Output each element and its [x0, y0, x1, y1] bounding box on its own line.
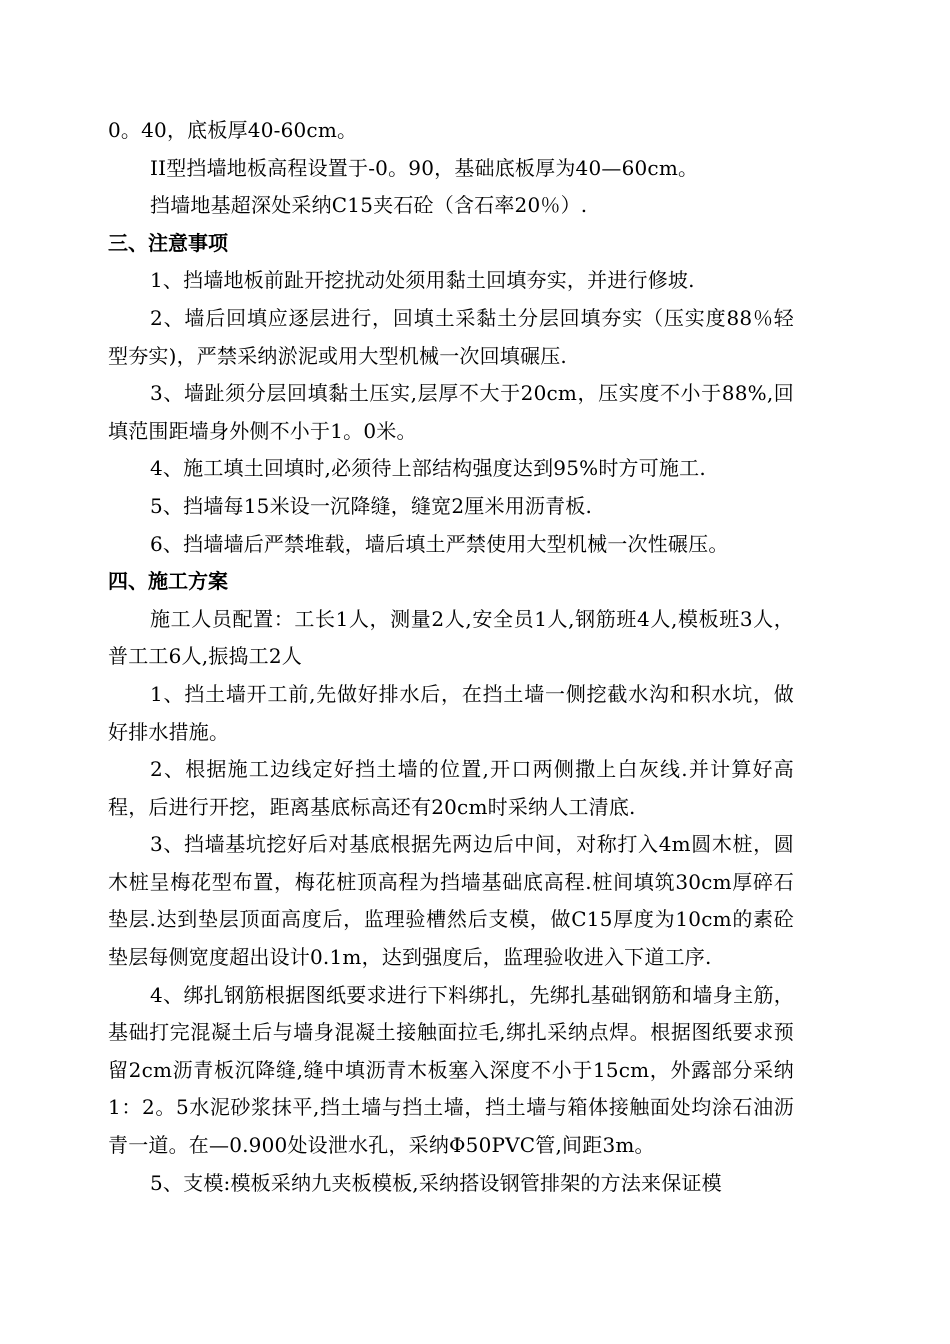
section-heading: 三、注意事项 — [108, 230, 228, 255]
body-paragraph: II型挡墙地板高程设置于-0。90，基础底板厚为40—60cm。 — [150, 155, 699, 180]
body-paragraph: 5、支模:模板采纳九夹板模板,采纳搭设钢管排架的方法来保证模 — [150, 1170, 722, 1195]
body-paragraph: 施工人员配置：工长1人，测量2人,安全员1人,钢筋班4人,模板班3人，普工工6人,振捣工2人 — [108, 606, 794, 669]
body-paragraph: 1、挡墙地板前趾开挖扰动处须用黏土回填夯实，并进行修坡. — [150, 268, 695, 293]
body-paragraph: 4、施工填土回填时,必须待上部结构强度达到95%时方可施工. — [150, 456, 706, 481]
body-paragraph: 3、挡墙基坑挖好后对基底根据先两边后中间，对称打入4m圆木桩，圆木桩呈梅花型布置，梅花桩顶高程为挡墙基础底高程.桩间填筑30cm厚碎石垫层.达到垫层顶面高度后，监理验槽然后支模，做C15厚度为10cm的素砼垫层每侧宽度超出设计0.1m，达到强度后，监理验收进入下道工序. — [108, 832, 794, 970]
body-paragraph: 5、挡墙每15米设一沉降缝，缝宽2厘米用沥青板. — [150, 493, 593, 518]
body-paragraph: 挡墙地基超深处采纳C15夹石砼（含石率20％）. — [150, 193, 588, 218]
document-page — [108, 112, 794, 1202]
section-heading: 四、施工方案 — [108, 569, 228, 594]
body-paragraph: 2、根据施工边线定好挡土墙的位置,开口两侧撒上白灰线.并计算好高程，后进行开挖，距离基底标高还有20cm时采纳人工清底. — [108, 757, 794, 819]
body-paragraph: 3、墙趾须分层回填黏土压实,层厚不大于20cm，压实度不小于88%,回填范围距墙身外侧不小于1。0米。 — [108, 381, 794, 443]
body-paragraph: 2、墙后回填应逐层进行，回填土采黏土分层回填夯实（压实度88％轻型夯实)，严禁采纳淤泥或用大型机械一次回填碾压. — [108, 305, 794, 368]
body-paragraph: 6、挡墙墙后严禁堆载，墙后填土严禁使用大型机械一次性碾压。 — [150, 531, 729, 556]
body-paragraph: 4、绑扎钢筋根据图纸要求进行下料绑扎，先绑扎基础钢筋和墙身主筋，基础打完混凝土后与墙身混凝土接触面拉毛,绑扎采纳点焊。根据图纸要求预留2cm沥青板沉降缝,缝中填沥青木板塞入深度不小于15cm，外露部分采纳1：2。5水泥砂浆抹平,挡土墙与挡土墙，挡土墙与箱体接触面处均涂石油沥青一道。在—0.900处设泄水孔，采纳Φ50PVC管,间距3m。 — [108, 982, 794, 1158]
body-paragraph: 0。40，底板厚40-60cm。 — [108, 118, 358, 142]
body-paragraph: 1、挡土墙开工前,先做好排水后，在挡土墙一侧挖截水沟和积水坑，做好排水措施。 — [108, 681, 794, 744]
